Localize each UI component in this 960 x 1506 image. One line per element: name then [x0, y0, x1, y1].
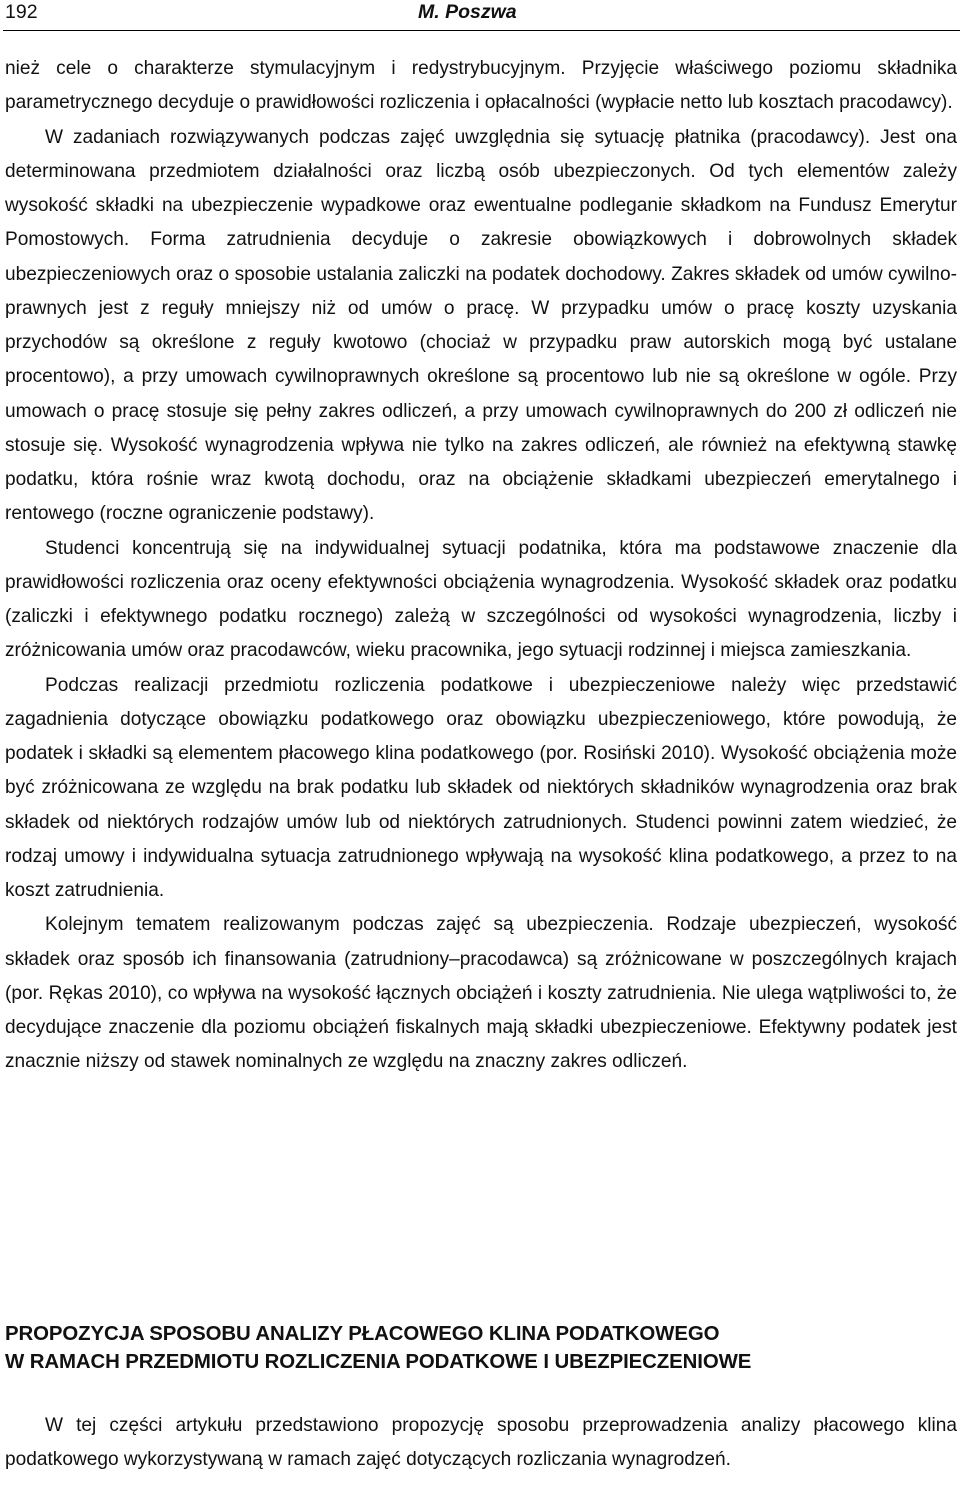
- running-header: [3, 0, 960, 31]
- paragraph: Kolejnym tematem realizowanym podczas zajęć są ubezpieczenia. Rodzaje ubezpieczeń, wysokość składek oraz sposób ich finansowania (zatrudniony–pracodawca) są zróżnicowane w poszczególnych krajach (por. Rękas 2010), co wpływa na wysokość łącznych obciążeń i koszty zatrudnienia. Nie ulega wątpliwości to, że decydujące znaczenie dla poziomu obciążeń fiskalnych mają składki ubezpieczeniowe. Efektywny podatek jest znacznie niższy od stawek nominalnych ze względu na znaczny zakres odliczeń.: [5, 914, 957, 1073]
- paragraph: W tej części artykułu przedstawiono propozycję sposobu przeprowadzenia analizy płacowego klina podatkowego wykorzystywaną w ramach zajęć dotyczących rozliczania wynagrodzeń.: [5, 1415, 957, 1471]
- paragraph: Studenci koncentrują się na indywidualnej sytuacji podatnika, która ma podstawowe znaczenie dla prawidłowości rozliczenia oraz oceny efektywności obciążenia wynagrodzenia. Wysokość składek oraz podatku (zaliczki i efektywnego podatku rocznego) zależą w szczególności od wysokości wynagrodzenia, liczby i zróżnicowania umów oraz pracodawców, wieku pracownika, jego sytuacji rodzinnej i miejsca zamieszkania.: [5, 537, 957, 662]
- paragraph: W zadaniach rozwiązywanych podczas zajęć uwzględnia się sytuację płatnika (pracodawcy). Jest ona determinowana przedmiotem działalności oraz liczbą osób ubezpieczonych. Od tych elementów zależy wysokość składki na ubezpieczenie wypadkowe oraz ewentualne podleganie składkom na Fundusz Emerytur Pomostowych. Forma zatrudnienia decyduje o zakresie obowiązkowych i dobrowolnych składek ubezpieczeniowych oraz o sposobie ustalania zaliczki na podatek dochodowy. Zakres składek od umów cywilnoprawnych jest z reguły mniejszy niż od umów o pracę. W przypadku umów o pracę koszty uzyskania przychodów są określone z reguły kwotowo (chociaż w przypadku praw autorskich mogą być ustalane procentowo), a przy umowach cywilnoprawnych określone są procentowo lub nie są określone w ogóle. Przy umowach o pracę stosuje się pełny zakres odliczeń, a przy umowach cywilnoprawnych do 200 zł odliczeń nie stosuje się. Wysokość wynagrodzenia wpływa nie tylko na zakres odliczeń, ale również na efektywną stawkę podatku, która rośnie wraz kwotą dochodu, oraz na obciążenie składkami ubezpieczeń emerytalnego i rentowego (roczne ograniczenie podstawy).: [5, 126, 957, 525]
- section-intro: [5, 1409, 957, 1478]
- section-heading-line: PROPOZYCJA SPOSOBU ANALIZY PŁACOWEGO KLINA PODATKOWEGO: [5, 1323, 720, 1345]
- header-author: M. Poszwa: [418, 1, 517, 23]
- header-rule: [3, 30, 960, 31]
- body-text: [5, 52, 957, 1080]
- paragraph-continuation: nież cele o charakterze stymulacyjnym i redystrybucyjnym. Przyjęcie właściwego poziomu składnika parametrycznego decyduje o prawidłowości rozliczenia i opłacalności (wypłacie netto lub kosztach pracodawcy).: [5, 58, 957, 114]
- section-heading: [5, 1320, 957, 1376]
- section-heading-line: W RAMACH PRZEDMIOTU ROZLICZENIA PODATKOWE I UBEZPIECZENIOWE: [5, 1351, 752, 1373]
- page-number: 192: [5, 1, 38, 23]
- paragraph: Podczas realizacji przedmiotu rozliczenia podatkowe i ubezpieczeniowe należy więc przedstawić zagadnienia dotyczące obowiązku podatkowego oraz obowiązku ubezpieczeniowego, które powodują, że podatek i składki są elementem płacowego klina podatkowego (por. Rosiński 2010). Wysokość obciążenia może być zróżnicowana ze względu na brak podatku lub składek od niektórych składników wynagrodzenia oraz brak składek od niektórych rodzajów umów lub od niektórych zatrudnionych. Studenci powinni zatem wiedzieć, że rodzaj umowy i indywidualna sytuacja zatrudnionego wpływają na wysokość klina podatkowego, a przez to na koszt zatrudnienia.: [5, 674, 957, 901]
